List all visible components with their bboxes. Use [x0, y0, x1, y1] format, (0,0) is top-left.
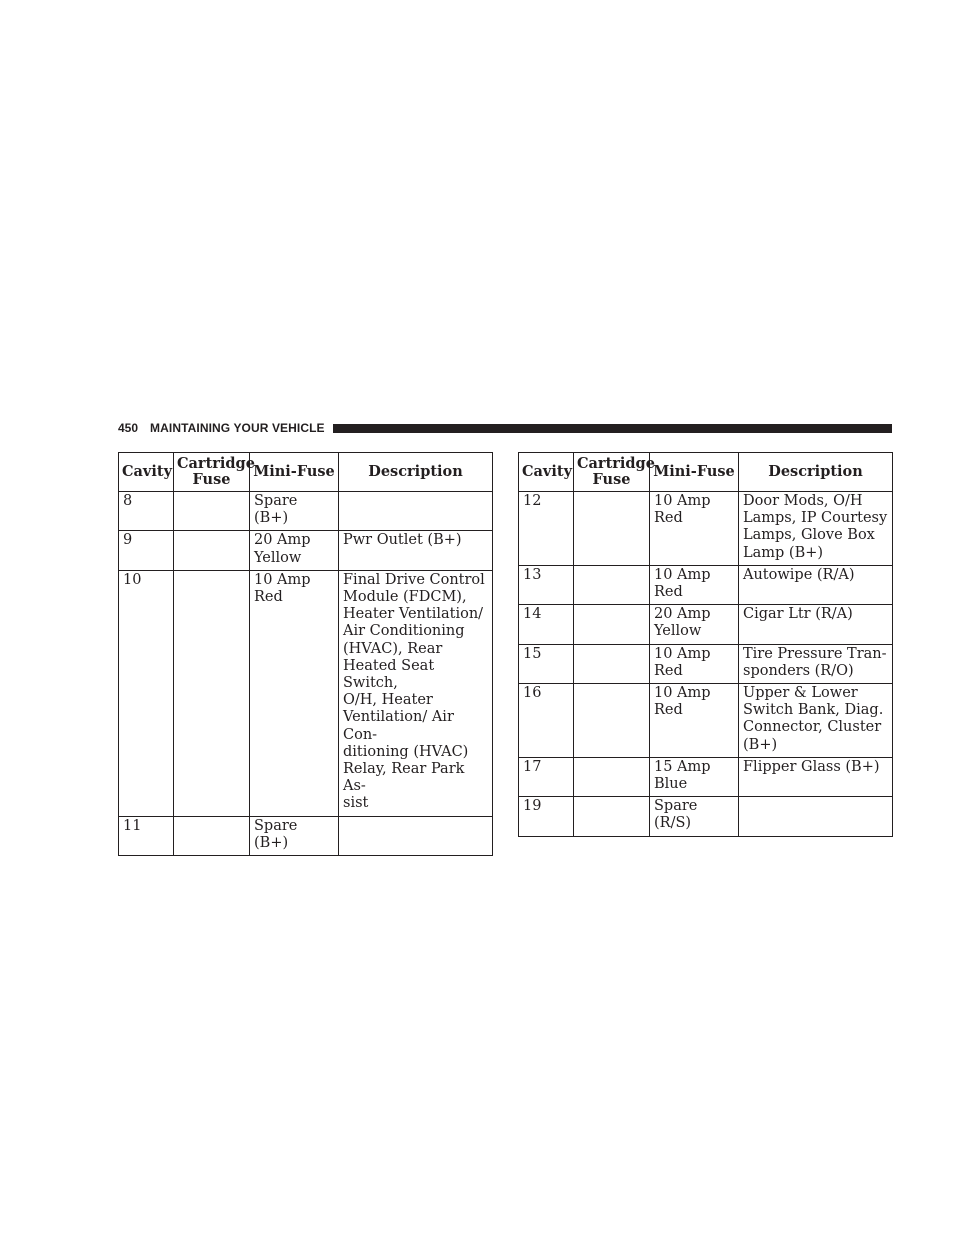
- table-row: [119, 570, 493, 816]
- description-cell: Autowipe (R/A): [739, 565, 893, 604]
- table-row: [519, 605, 893, 644]
- cavity-cell: 16: [519, 684, 574, 758]
- cartridge-cell: [174, 816, 250, 855]
- column-header-description: Description: [739, 453, 893, 492]
- cartridge-cell: [574, 644, 650, 683]
- header-rule: [333, 424, 892, 433]
- column-header-mini-fuse: Mini-Fuse: [650, 453, 739, 492]
- column-header-cavity: Cavity: [519, 453, 574, 492]
- cartridge-cell: [574, 797, 650, 836]
- table-row: [119, 531, 493, 570]
- cavity-cell: 8: [119, 492, 174, 531]
- table-row: [519, 492, 893, 566]
- mini-fuse-cell: Spare (R/S): [650, 797, 739, 836]
- cavity-cell: 14: [519, 605, 574, 644]
- description-cell: Tire Pressure Tran- sponders (R/O): [739, 644, 893, 683]
- mini-fuse-cell: Spare (B+): [250, 492, 339, 531]
- mini-fuse-cell: Spare (B+): [250, 816, 339, 855]
- mini-fuse-cell: 15 Amp Blue: [650, 757, 739, 796]
- description-cell: Cigar Ltr (R/A): [739, 605, 893, 644]
- cavity-cell: 19: [519, 797, 574, 836]
- description-cell: Flipper Glass (B+): [739, 757, 893, 796]
- table-row: [519, 684, 893, 758]
- column-header-cartridge-fuse: Cartridge Fuse: [574, 453, 650, 492]
- section-title: MAINTAINING YOUR VEHICLE: [150, 421, 325, 435]
- column-header-mini-fuse: Mini-Fuse: [250, 453, 339, 492]
- fuse-table-right: [518, 452, 893, 837]
- cartridge-cell: [574, 605, 650, 644]
- cavity-cell: 9: [119, 531, 174, 570]
- description-cell: Upper & Lower Switch Bank, Diag. Connector, Cluster (B+): [739, 684, 893, 758]
- cartridge-cell: [174, 531, 250, 570]
- mini-fuse-cell: 10 Amp Red: [650, 684, 739, 758]
- cartridge-cell: [174, 570, 250, 816]
- cavity-cell: 15: [519, 644, 574, 683]
- mini-fuse-cell: 20 Amp Yellow: [250, 531, 339, 570]
- description-cell: [739, 797, 893, 836]
- page-number: 450: [118, 421, 139, 435]
- column-header-cartridge-fuse: Cartridge Fuse: [174, 453, 250, 492]
- cartridge-cell: [574, 492, 650, 566]
- cavity-cell: 10: [119, 570, 174, 816]
- cartridge-cell: [574, 684, 650, 758]
- column-header-cavity: Cavity: [119, 453, 174, 492]
- table-row: [119, 816, 493, 855]
- cartridge-cell: [574, 565, 650, 604]
- mini-fuse-cell: 10 Amp Red: [650, 565, 739, 604]
- mini-fuse-cell: 20 Amp Yellow: [650, 605, 739, 644]
- description-cell: Final Drive Control Module (FDCM), Heater Ventilation/ Air Conditioning (HVAC), Rear Heated Seat Switch, O/H, Heater Ventilation/ Air Con- ditioning (HVAC) Relay, Rear Park As- sist: [339, 570, 493, 816]
- description-cell: Pwr Outlet (B+): [339, 531, 493, 570]
- table-header-row: [119, 453, 493, 492]
- table-row: [119, 492, 493, 531]
- table-row: [519, 644, 893, 683]
- column-header-description: Description: [339, 453, 493, 492]
- cartridge-cell: [174, 492, 250, 531]
- cavity-cell: 12: [519, 492, 574, 566]
- cavity-cell: 17: [519, 757, 574, 796]
- page-header: [118, 420, 892, 436]
- cartridge-cell: [574, 757, 650, 796]
- description-cell: Door Mods, O/H Lamps, IP Courtesy Lamps, Glove Box Lamp (B+): [739, 492, 893, 566]
- description-cell: [339, 492, 493, 531]
- mini-fuse-cell: 10 Amp Red: [650, 492, 739, 566]
- fuse-table-left: [118, 452, 493, 856]
- table-row: [519, 565, 893, 604]
- mini-fuse-cell: 10 Amp Red: [650, 644, 739, 683]
- cavity-cell: 11: [119, 816, 174, 855]
- mini-fuse-cell: 10 Amp Red: [250, 570, 339, 816]
- table-header-row: [519, 453, 893, 492]
- description-cell: [339, 816, 493, 855]
- cavity-cell: 13: [519, 565, 574, 604]
- table-row: [519, 797, 893, 836]
- table-row: [519, 757, 893, 796]
